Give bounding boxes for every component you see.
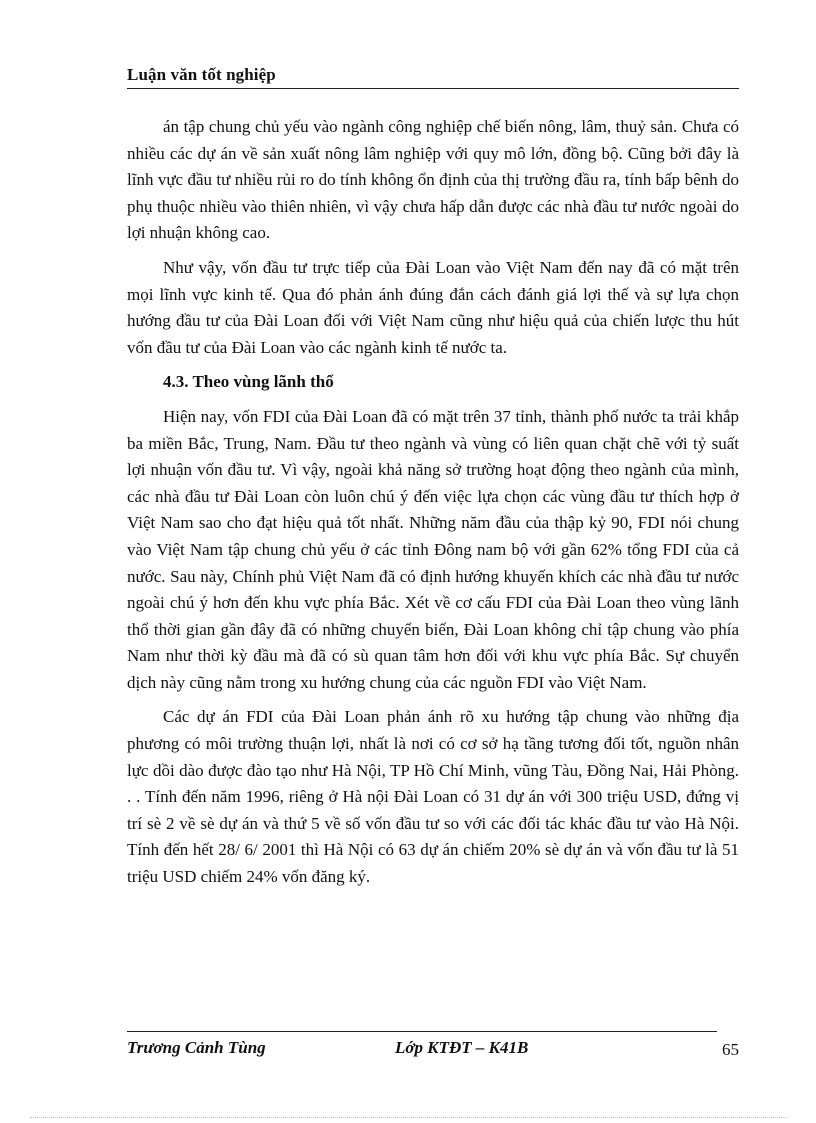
page-bottom-border <box>30 1117 786 1118</box>
footer-divider <box>127 1031 717 1032</box>
page-footer <box>127 1038 739 1064</box>
header-title: Luận văn tốt nghiệp <box>127 65 276 84</box>
paragraph-4: Các dự án FDI của Đài Loan phản ánh rõ xu hướng tập chung vào những địa phương có môi trường thuận lợi, nhất là nơi có cơ sở hạ tầng tương đối tốt, nguồn nhân lực dồi dào được đào tạo như Hà Nội, TP Hồ Chí Minh, vũng Tàu, Đồng Nai, Hải Phòng. . . Tính đến năm 1996, riêng ở Hà nội Đài Loan có 31 dự án với 300 triệu USD, đứng vị trí sè 2 về sè dự án và thứ 5 về số vốn đầu tư so với các đối tác khác đầu tư vào Hà Nội. Tính đến hết 28/ 6/ 2001 thì Hà Nội có 63 dự án chiếm 20% sè dự án và vốn đầu tư là 51 triệu USD chiếm 24% vốn đăng ký. <box>127 707 739 887</box>
page-number: 65 <box>722 1040 739 1059</box>
paragraph-3: Hiện nay, vốn FDI của Đài Loan đã có mặt trên 37 tỉnh, thành phố nước ta trải khắp ba miền Bắc, Trung, Nam. Đầu tư theo ngành và vùng có liên quan chặt chẽ với tỷ suất lợi nhuận vốn đầu tư. Vì vậy, ngoài khả năng sở trường hoạt động theo ngành của mình, các nhà đầu tư Đài Loan còn luôn chú ý đến việc lựa chọn các vùng đầu tư thích hợp ở Việt Nam sao cho đạt hiệu quả tốt nhất. Những năm đầu của thập kỷ 90, FDI nói chung vào Việt Nam tập chung chủ yếu ở các tỉnh Đông nam bộ với gần 62% tổng FDI của cả nước. Sau này, Chính phủ Việt Nam đã có định hướng khuyến khích các nhà đầu tư nước ngoài chú ý hơn đến khu vực phía Bắc. Xét về cơ cấu FDI của Đài Loan theo vùng lãnh thổ thời gian gần đây đã có những chuyển biến, Đài Loan không chỉ tập chung vào phía Nam như thời kỳ đầu mà đã có sù quan tâm hơn đối với khu vực phía Bắc. Sự chuyển dịch này cũng nằm trong xu hướng chung của các nguồn FDI vào Việt Nam. <box>127 406 739 692</box>
paragraph-1: án tập chung chủ yếu vào ngành công nghiệp chế biến nông, lâm, thuỷ sản. Chưa có nhiều các dự án về sản xuất nông lâm nghiệp với quy mô lớn, đồng bộ. Cũng bởi đây là lĩnh vực đầu tư nhiều rủi ro do tính không ổn định của thị trường đầu ra, tính bấp bênh do phụ thuộc nhiều vào thiên nhiên, vì vậy chưa hấp dẫn được các nhà đầu tư nước ngoài do lợi nhuận không cao. <box>127 117 739 243</box>
body-text <box>127 114 739 899</box>
footer-author: Trương Cảnh Tùng <box>127 1038 266 1057</box>
footer-class: Lớp KTĐT – K41B <box>395 1038 529 1057</box>
section-heading: 4.3. Theo vùng lãnh thổ <box>163 372 334 392</box>
paragraph-2: Như vậy, vốn đầu tư trực tiếp của Đài Loan vào Việt Nam đến nay đã có mặt trên mọi lĩnh vực kinh tế. Qua đó phản ánh đúng đắn cách đánh giá lợi thế và sự lựa chọn hướng đầu tư của Đài Loan đối với Việt Nam cũng như hiệu quả của chiến lược thu hút vốn đầu tư của Đài Loan vào các ngành kinh tế nước ta. <box>127 257 739 357</box>
page-header <box>127 64 739 89</box>
